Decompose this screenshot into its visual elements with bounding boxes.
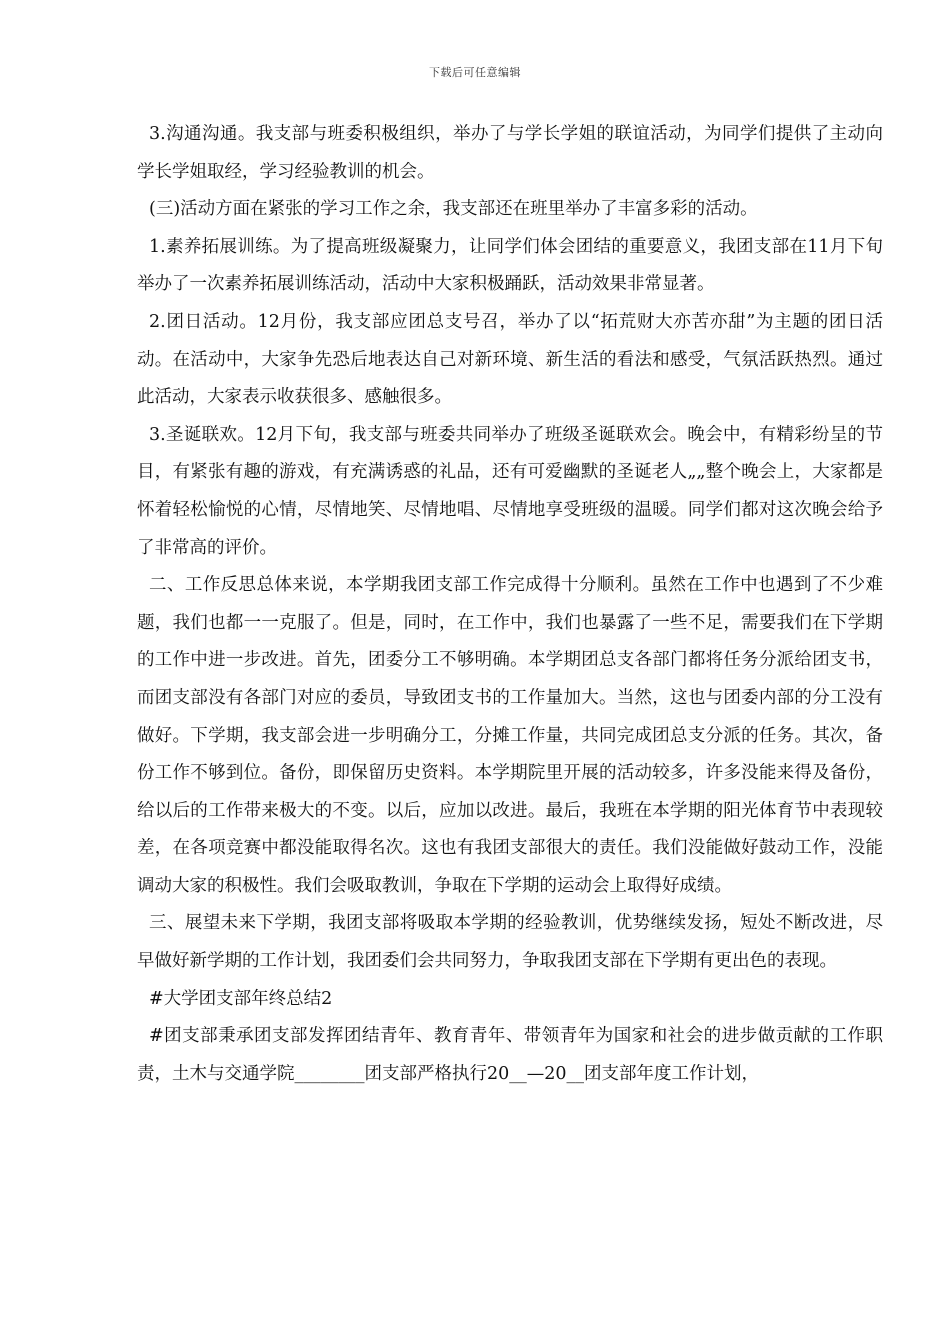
paragraph-intro: #团支部秉承团支部发挥团结青年、教育青年、带领青年为国家和社会的进步做贡献的工作职责，土木与交通学院________团支部严格执行20__—20__团支部年度工作计划， bbox=[137, 1026, 883, 1084]
paragraph-christmas: 3.圣诞联欢。12月下旬，我支部与班委共同举办了班级圣诞联欢会。晚会中，有精彩纷呈的节目，有紧张有趣的游戏，有充满诱惑的礼品，还有可爱幽默的圣诞老人„„整个晚会上，大家都是怀着轻松愉悦的心情，尽情地笑、尽情地唱、尽情地享受班级的温暖。同学们都对这次晚会给予了非常高的评价。 bbox=[137, 424, 883, 558]
paragraph-outlook: 三、展望未来下学期，我团支部将吸取本学期的经验教训，优势继续发扬，短处不断改进，尽早做好新学期的工作计划，我团委们会共同努力，争取我团支部在下学期有更出色的表现。 bbox=[137, 913, 883, 972]
paragraph-training: 1.素养拓展训练。为了提高班级凝聚力，让同学们体会团结的重要意义，我团支部在11月下旬举办了一次素养拓展训练活动，活动中大家积极踊跃，活动效果非常显著。 bbox=[137, 236, 883, 295]
paragraph-communication: 3.沟通沟通。我支部与班委积极组织，举办了与学长学姐的联谊活动，为同学们提供了主动向学长学姐取经，学习经验教训的机会。 bbox=[137, 124, 883, 182]
section-title: #大学团支部年终总结2 bbox=[149, 988, 333, 1009]
paragraph-activities-heading: (三)活动方面在紧张的学习工作之余，我支部还在班里举办了丰富多彩的活动。 bbox=[149, 199, 758, 220]
paragraph-reflection: 二、工作反思总体来说，本学期我团支部工作完成得十分顺利。虽然在工作中也遇到了不少难题，我们也都一一克服了。但是，同时，在工作中，我们也暴露了一些不足，需要我们在下学期的工作中进一步改进。首先，团委分工不够明确。本学期团总支各部门都将任务分派给团支书，而团支部没有各部门对应的委员，导致团支书的工作量加大。当然，这也与团委内部的分工没有做好。下学期，我支部会进一步明确分工，分摊工作量，共同完成团总支分派的任务。其次，备份工作不够到位。备份，即保留历史资料。本学期院里开展的活动较多，许多没能来得及备份，给以后的工作带来极大的不变。以后，应加以改进。最后，我班在本学期的阳光体育节中表现较差，在各项竞赛中都没能取得名次。这也有我团支部很大的责任。我们没能做好鼓动工作，没能调动大家的积极性。我们会吸取教训，争取在下学期的运动会上取得好成绩。 bbox=[137, 575, 883, 896]
page-header: 下载后可任意编辑 bbox=[429, 66, 521, 79]
document-body bbox=[137, 116, 883, 1093]
paragraph-league-day: 2.团日活动。12月份，我支部应团总支号召，举办了以“拓荒财大亦苦亦甜”为主题的团日活动。在活动中，大家争先恐后地表达自己对新环境、新生活的看法和感受，气氛活跃热烈。通过此活动，大家表示收获很多、感触很多。 bbox=[137, 311, 883, 408]
